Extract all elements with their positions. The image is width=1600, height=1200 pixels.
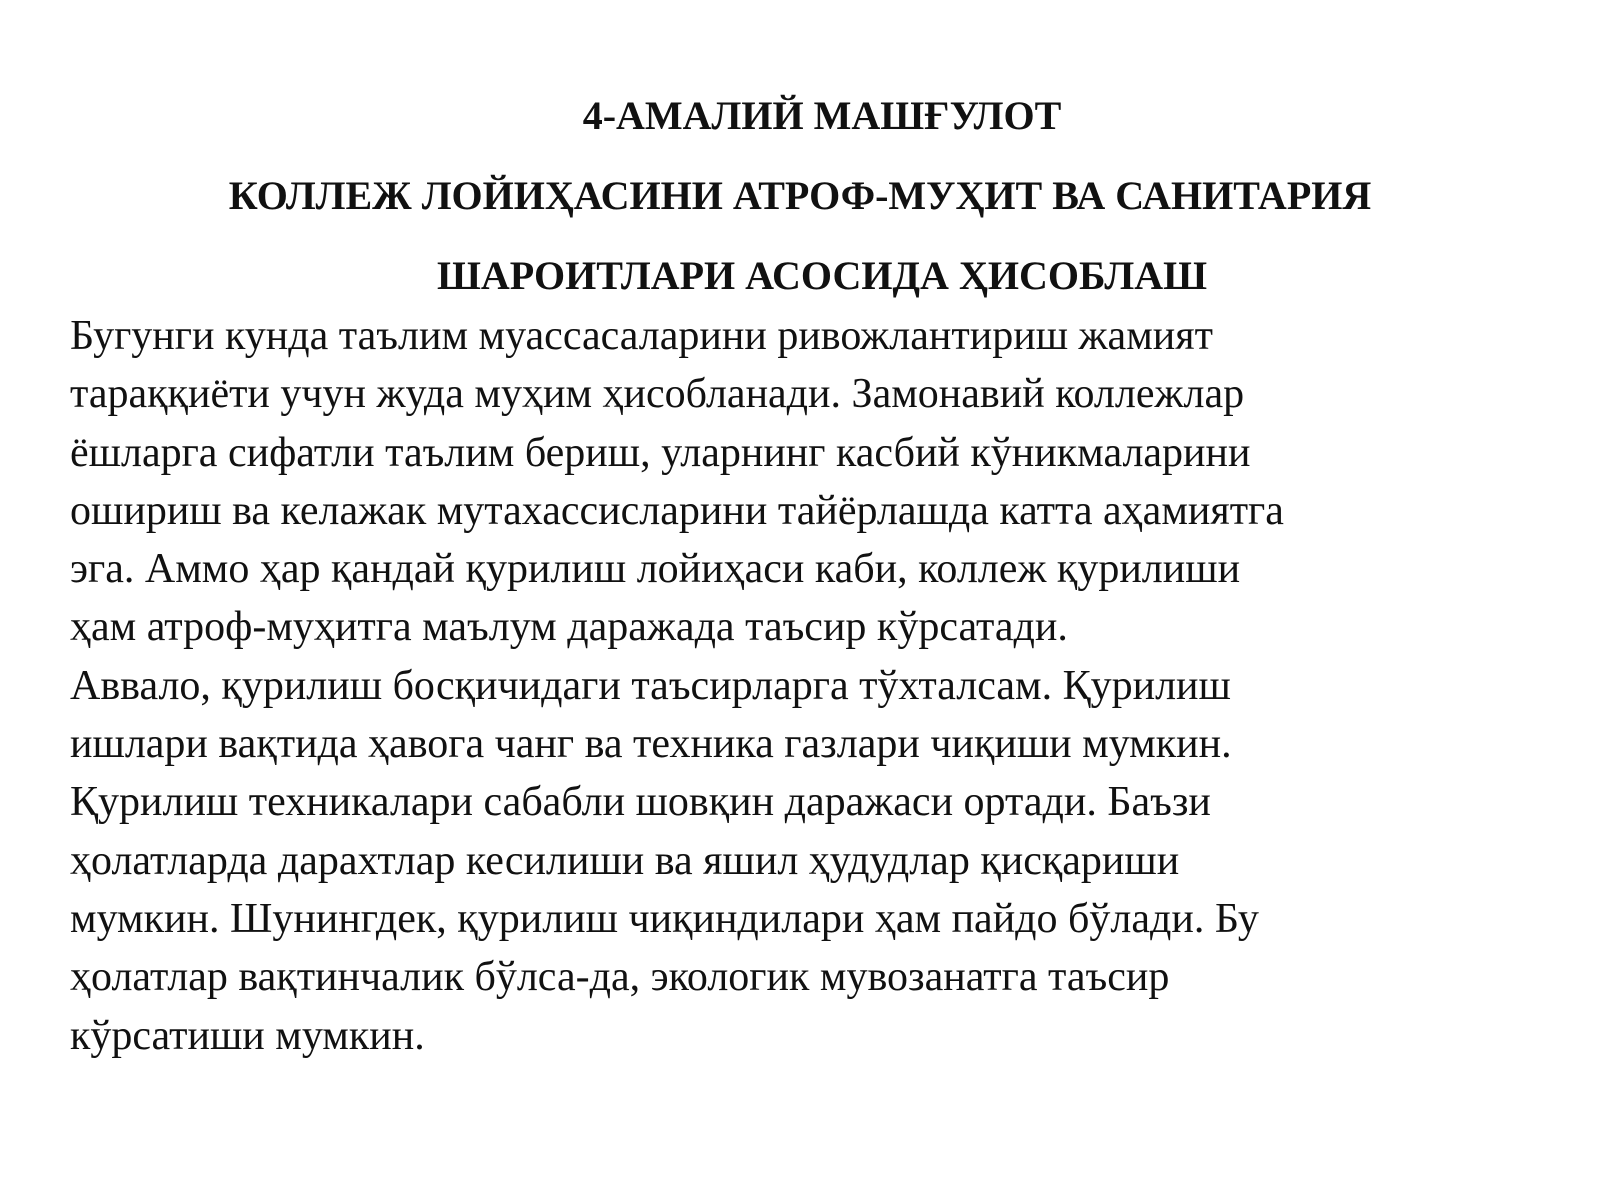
body-text: [70, 307, 1550, 1065]
topic-title-line-2: ШАРОИТЛАРИ АСОСИДА ҲИСОБЛАШ: [436, 253, 1208, 298]
body-line: тараққиёти учун жуда муҳим ҳисобланади. Замонавий коллежлар: [70, 371, 1245, 418]
body-line: ёшларга сифатли таълим бериш, уларнинг касбий кўникмаларини: [70, 429, 1251, 476]
body-line: Бугунги кунда таълим муассасаларини ривожлантириш жамият: [70, 313, 1213, 359]
practical-lesson-title: 4-АМАЛИЙ МАШҒУЛОТ: [582, 93, 1062, 138]
body-line: Қурилиш техникалари сабабли шовқин даражаси ортади. Баъзи: [70, 779, 1211, 826]
topic-title-line-1: КОЛЛЕЖ ЛОЙИҲАСИНИ АТРОФ-МУҲИТ ВА САНИТАРИЯ: [228, 173, 1372, 218]
body-line: ҳолатларда дарахтлар кесилиши ва яшил ҳудудлар қисқариши: [70, 837, 1180, 884]
body-line: кўрсатиши мумкин.: [70, 1012, 425, 1059]
body-line: ҳолатлар вақтинчалик бўлса-да, экологик мувозанатга таъсир: [70, 954, 1170, 1001]
body-line: ишлари вақтида ҳавога чанг ва техника газлари чиқиши мумкин.: [70, 721, 1232, 768]
body-line: Аввало, қурилиш босқичидаги таъсирларга тўхталсам. Қурилиш: [70, 662, 1231, 709]
body-line: ҳам атроф-муҳитга маълум даражада таъсир кўрсатади.: [70, 604, 1068, 651]
body-line: мумкин. Шунингдек, қурилиш чиқиндилари ҳам пайдо бўлади. Бу: [70, 895, 1259, 942]
body-line: эга. Аммо ҳар қандай қурилиш лойиҳаси каби, коллеж қурилиши: [70, 546, 1241, 593]
body-line: ошириш ва келажак мутахассисларини тайёрлашда катта аҳамиятга: [70, 487, 1284, 534]
